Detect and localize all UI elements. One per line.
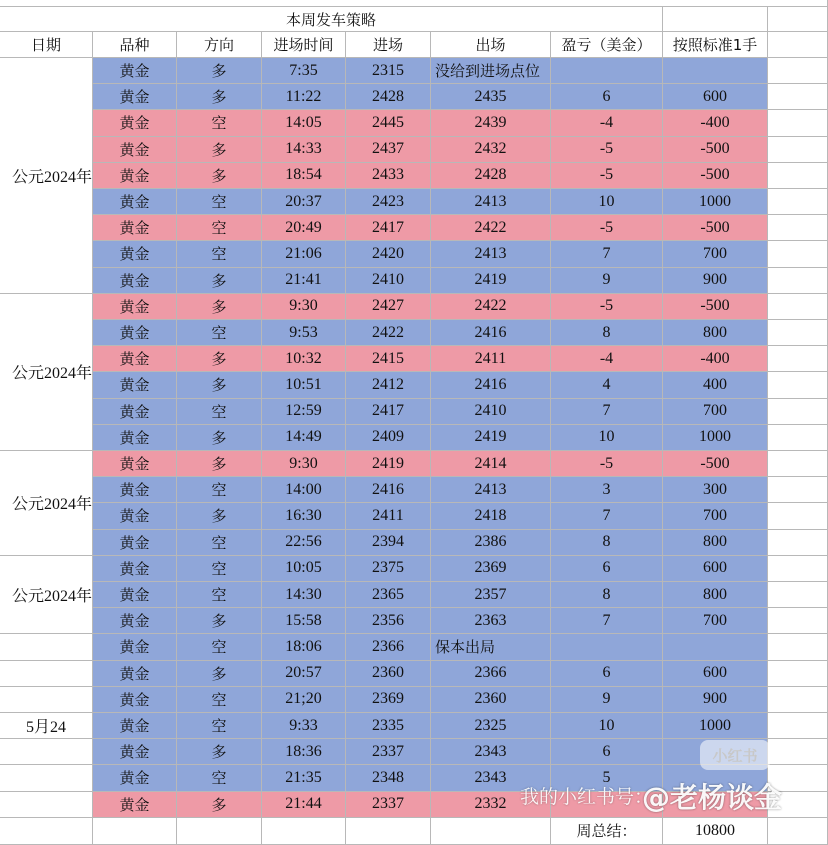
table-cell-entry[interactable]: 2415 <box>346 346 431 372</box>
table-cell-std[interactable]: 1000 <box>663 425 768 451</box>
table-cell-time[interactable]: 9:30 <box>262 451 346 477</box>
table-cell-std[interactable] <box>663 58 768 84</box>
blank-cell[interactable] <box>177 818 262 845</box>
table-cell-std[interactable]: -400 <box>663 110 768 136</box>
table-cell-exit[interactable]: 2419 <box>431 425 551 451</box>
table-cell-kind[interactable]: 黄金 <box>93 477 177 503</box>
table-cell-kind[interactable]: 黄金 <box>93 765 177 791</box>
table-cell-entry[interactable]: 2417 <box>346 215 431 241</box>
table-cell-exit[interactable]: 2413 <box>431 189 551 215</box>
table-cell-dir[interactable]: 多 <box>177 451 262 477</box>
table-cell-entry[interactable]: 2394 <box>346 530 431 556</box>
table-cell-time[interactable]: 18:36 <box>262 739 346 765</box>
table-cell-time[interactable]: 9:33 <box>262 713 346 739</box>
table-cell-exit[interactable]: 2439 <box>431 110 551 136</box>
table-cell-exit[interactable]: 没给到进场点位 <box>431 58 551 84</box>
table-cell-exit[interactable]: 2416 <box>431 372 551 398</box>
column-header[interactable]: 进场 <box>346 32 431 58</box>
table-cell-exit[interactable]: 2413 <box>431 241 551 267</box>
table-cell-std[interactable]: 1000 <box>663 189 768 215</box>
table-cell-dir[interactable]: 空 <box>177 189 262 215</box>
table-cell-entry[interactable]: 2420 <box>346 241 431 267</box>
table-cell-entry[interactable]: 2412 <box>346 372 431 398</box>
table-cell-kind[interactable]: 黄金 <box>93 687 177 713</box>
table-cell-dir[interactable]: 空 <box>177 634 262 660</box>
table-cell-dir[interactable]: 空 <box>177 765 262 791</box>
blank-cell[interactable] <box>768 320 828 346</box>
table-cell-time[interactable]: 22:56 <box>262 530 346 556</box>
table-cell-exit[interactable]: 2325 <box>431 713 551 739</box>
table-cell-exit[interactable]: 2413 <box>431 477 551 503</box>
table-cell-kind[interactable]: 黄金 <box>93 163 177 189</box>
table-cell-std[interactable]: 300 <box>663 477 768 503</box>
table-cell-time[interactable]: 14:05 <box>262 110 346 136</box>
table-cell-time[interactable]: 18:06 <box>262 634 346 660</box>
table-cell-pl[interactable] <box>551 634 663 660</box>
table-cell-pl[interactable]: 9 <box>551 268 663 294</box>
table-cell-dir[interactable]: 空 <box>177 582 262 608</box>
table-cell-dir[interactable]: 空 <box>177 713 262 739</box>
table-cell-entry[interactable]: 2360 <box>346 661 431 687</box>
table-cell-kind[interactable]: 黄金 <box>93 661 177 687</box>
table-cell-time[interactable]: 21;20 <box>262 687 346 713</box>
table-cell-exit[interactable]: 2432 <box>431 137 551 163</box>
blank-cell[interactable] <box>768 634 828 660</box>
table-cell-entry[interactable]: 2428 <box>346 84 431 110</box>
table-cell-kind[interactable]: 黄金 <box>93 556 177 582</box>
blank-cell[interactable] <box>768 399 828 425</box>
table-cell-dir[interactable]: 多 <box>177 163 262 189</box>
watermark-brand: @老杨谈金 <box>642 781 783 814</box>
table-cell-dir[interactable]: 空 <box>177 399 262 425</box>
table-cell-entry[interactable]: 2369 <box>346 687 431 713</box>
blank-cell[interactable] <box>768 241 828 267</box>
table-cell-exit[interactable]: 2422 <box>431 294 551 320</box>
table-cell-exit[interactable]: 2414 <box>431 451 551 477</box>
column-header[interactable]: 按照标准1手 <box>663 32 768 58</box>
blank-cell[interactable] <box>768 215 828 241</box>
table-cell-entry[interactable]: 2356 <box>346 608 431 634</box>
table-cell-dir[interactable]: 空 <box>177 687 262 713</box>
table-cell-dir[interactable]: 空 <box>177 320 262 346</box>
blank-cell[interactable] <box>768 137 828 163</box>
table-cell-pl[interactable]: 10 <box>551 713 663 739</box>
date-cell[interactable] <box>0 634 93 660</box>
table-cell-entry[interactable]: 2409 <box>346 425 431 451</box>
table-cell-time[interactable]: 20:57 <box>262 661 346 687</box>
table-cell-entry[interactable]: 2411 <box>346 503 431 529</box>
column-header[interactable]: 方向 <box>177 32 262 58</box>
blank-cell[interactable] <box>768 110 828 136</box>
table-cell-kind[interactable]: 黄金 <box>93 399 177 425</box>
table-cell-pl[interactable]: 6 <box>551 739 663 765</box>
table-cell-exit[interactable]: 2422 <box>431 215 551 241</box>
blank-cell[interactable] <box>346 818 431 845</box>
table-cell-entry[interactable]: 2445 <box>346 110 431 136</box>
table-cell-dir[interactable]: 多 <box>177 372 262 398</box>
blank-cell[interactable] <box>768 32 828 58</box>
blank-cell[interactable] <box>768 687 828 713</box>
table-cell-dir[interactable]: 多 <box>177 503 262 529</box>
table-cell-pl[interactable]: 7 <box>551 503 663 529</box>
table-cell-kind[interactable]: 黄金 <box>93 84 177 110</box>
blank-cell[interactable] <box>768 294 828 320</box>
blank-cell[interactable] <box>768 608 828 634</box>
table-cell-exit[interactable]: 2418 <box>431 503 551 529</box>
blank-cell[interactable] <box>768 84 828 110</box>
table-cell-exit[interactable]: 2366 <box>431 661 551 687</box>
table-cell-pl[interactable]: 5 <box>551 765 663 791</box>
table-cell-kind[interactable]: 黄金 <box>93 713 177 739</box>
date-cell[interactable] <box>0 739 93 765</box>
table-cell-std[interactable]: -500 <box>663 294 768 320</box>
table-cell-std[interactable]: 700 <box>663 399 768 425</box>
table-cell-exit[interactable]: 2419 <box>431 268 551 294</box>
table-cell-kind[interactable]: 黄金 <box>93 582 177 608</box>
table-cell-time[interactable]: 7:35 <box>262 58 346 84</box>
table-cell-kind[interactable]: 黄金 <box>93 137 177 163</box>
blank-cell[interactable] <box>0 818 93 845</box>
table-cell-pl[interactable] <box>551 58 663 84</box>
table-cell-kind[interactable]: 黄金 <box>93 372 177 398</box>
date-cell[interactable]: 公元2024年 <box>0 294 93 451</box>
table-cell-time[interactable]: 15:58 <box>262 608 346 634</box>
table-cell-pl[interactable]: 6 <box>551 556 663 582</box>
table-cell-dir[interactable]: 多 <box>177 346 262 372</box>
table-cell-pl[interactable]: 10 <box>551 189 663 215</box>
table-cell-std[interactable]: 900 <box>663 687 768 713</box>
table-cell-dir[interactable]: 空 <box>177 477 262 503</box>
table-cell-kind[interactable]: 黄金 <box>93 530 177 556</box>
table-cell-entry[interactable]: 2422 <box>346 320 431 346</box>
table-cell-entry[interactable]: 2315 <box>346 58 431 84</box>
table-cell-entry[interactable]: 2417 <box>346 399 431 425</box>
table-cell-pl[interactable]: 8 <box>551 530 663 556</box>
table-cell-kind[interactable]: 黄金 <box>93 739 177 765</box>
table-cell-dir[interactable]: 空 <box>177 215 262 241</box>
table-cell-kind[interactable]: 黄金 <box>93 608 177 634</box>
table-cell-kind[interactable]: 黄金 <box>93 503 177 529</box>
table-cell-kind[interactable]: 黄金 <box>93 58 177 84</box>
table-cell-std[interactable]: 600 <box>663 84 768 110</box>
blank-cell[interactable] <box>768 268 828 294</box>
blank-cell[interactable] <box>768 189 828 215</box>
table-cell-std[interactable]: 700 <box>663 241 768 267</box>
table-cell-std[interactable]: -400 <box>663 346 768 372</box>
table-cell-pl[interactable]: 8 <box>551 320 663 346</box>
table-cell-entry[interactable]: 2410 <box>346 268 431 294</box>
table-cell-time[interactable]: 11:22 <box>262 84 346 110</box>
sheet-top-row[interactable] <box>0 0 828 7</box>
table-cell-time[interactable]: 20:37 <box>262 189 346 215</box>
table-cell-kind[interactable]: 黄金 <box>93 241 177 267</box>
blank-cell[interactable] <box>768 425 828 451</box>
table-cell-pl[interactable]: -4 <box>551 110 663 136</box>
table-cell-pl[interactable]: 7 <box>551 608 663 634</box>
date-cell[interactable]: 公元2024年 <box>0 58 93 294</box>
table-cell-std[interactable]: -500 <box>663 451 768 477</box>
table-cell-time[interactable]: 14:30 <box>262 582 346 608</box>
table-cell-pl[interactable]: 9 <box>551 687 663 713</box>
blank-cell[interactable] <box>768 477 828 503</box>
table-cell-entry[interactable]: 2416 <box>346 477 431 503</box>
date-cell[interactable] <box>0 792 93 818</box>
table-cell-dir[interactable]: 多 <box>177 84 262 110</box>
table-cell-entry[interactable]: 2427 <box>346 294 431 320</box>
table-cell-pl[interactable]: 6 <box>551 661 663 687</box>
table-cell-pl[interactable]: -5 <box>551 294 663 320</box>
table-cell-kind[interactable]: 黄金 <box>93 346 177 372</box>
table-cell-entry[interactable]: 2366 <box>346 634 431 660</box>
table-cell-pl[interactable]: 4 <box>551 372 663 398</box>
xiaohongshu-logo: 小红书 <box>700 740 770 770</box>
table-cell-time[interactable]: 9:53 <box>262 320 346 346</box>
table-cell-exit[interactable]: 2343 <box>431 765 551 791</box>
table-cell-std[interactable]: 800 <box>663 530 768 556</box>
table-cell-kind[interactable]: 黄金 <box>93 268 177 294</box>
table-cell-pl[interactable]: 7 <box>551 399 663 425</box>
table-cell-exit[interactable]: 2360 <box>431 687 551 713</box>
table-cell-entry[interactable]: 2423 <box>346 189 431 215</box>
column-header[interactable]: 盈亏（美金） <box>551 32 663 58</box>
table-cell-entry[interactable]: 2437 <box>346 137 431 163</box>
watermark-text: 我的小红书号： <box>520 786 654 808</box>
table-cell-time[interactable]: 10:32 <box>262 346 346 372</box>
table-cell-kind[interactable]: 黄金 <box>93 189 177 215</box>
table-cell-time[interactable]: 9:30 <box>262 294 346 320</box>
blank-cell[interactable] <box>93 818 177 845</box>
blank-cell[interactable] <box>768 346 828 372</box>
table-cell-exit[interactable]: 2428 <box>431 163 551 189</box>
blank-cell[interactable] <box>768 163 828 189</box>
table-cell-std[interactable] <box>663 634 768 660</box>
table-cell-exit[interactable]: 2386 <box>431 530 551 556</box>
table-cell-kind[interactable]: 黄金 <box>93 320 177 346</box>
table-cell-kind[interactable]: 黄金 <box>93 425 177 451</box>
table-cell-pl[interactable]: 10 <box>551 425 663 451</box>
blank-cell[interactable] <box>768 503 828 529</box>
table-cell-dir[interactable]: 多 <box>177 425 262 451</box>
blank-cell[interactable] <box>768 739 828 765</box>
blank-cell[interactable] <box>768 661 828 687</box>
table-cell-time[interactable]: 18:54 <box>262 163 346 189</box>
table-cell-std[interactable]: -500 <box>663 137 768 163</box>
table-cell-pl[interactable]: 8 <box>551 582 663 608</box>
table-cell-dir[interactable]: 空 <box>177 556 262 582</box>
column-header[interactable]: 日期 <box>0 32 93 58</box>
blank-cell[interactable] <box>768 713 828 739</box>
table-cell-exit[interactable]: 2410 <box>431 399 551 425</box>
table-cell-dir[interactable]: 多 <box>177 608 262 634</box>
date-cell[interactable] <box>0 765 93 791</box>
column-header[interactable]: 出场 <box>431 32 551 58</box>
table-cell-dir[interactable]: 多 <box>177 294 262 320</box>
date-cell[interactable] <box>0 687 93 713</box>
table-cell-std[interactable]: -500 <box>663 163 768 189</box>
table-cell-time[interactable]: 16:30 <box>262 503 346 529</box>
table-cell-entry[interactable]: 2337 <box>346 792 431 818</box>
column-header[interactable]: 品种 <box>93 32 177 58</box>
table-cell-time[interactable]: 10:51 <box>262 372 346 398</box>
table-cell-kind[interactable]: 黄金 <box>93 110 177 136</box>
table-cell-pl[interactable]: -5 <box>551 137 663 163</box>
table-cell-time[interactable]: 21:41 <box>262 268 346 294</box>
table-cell-kind[interactable]: 黄金 <box>93 792 177 818</box>
date-cell[interactable] <box>0 661 93 687</box>
table-cell-exit[interactable]: 2416 <box>431 320 551 346</box>
blank-cell[interactable] <box>768 582 828 608</box>
table-cell-time[interactable]: 21:35 <box>262 765 346 791</box>
table-cell-time[interactable]: 14:00 <box>262 477 346 503</box>
table-cell-dir[interactable]: 多 <box>177 137 262 163</box>
date-cell[interactable]: 5月24 <box>0 713 93 739</box>
table-cell-time[interactable]: 14:49 <box>262 425 346 451</box>
table-cell-pl[interactable]: -5 <box>551 215 663 241</box>
date-cell[interactable]: 公元2024年 <box>0 451 93 556</box>
table-cell-pl[interactable]: 7 <box>551 241 663 267</box>
blank-cell[interactable] <box>663 7 768 32</box>
table-cell-time[interactable]: 12:59 <box>262 399 346 425</box>
table-cell-time[interactable]: 10:05 <box>262 556 346 582</box>
table-cell-pl[interactable]: -5 <box>551 163 663 189</box>
table-cell-entry[interactable]: 2365 <box>346 582 431 608</box>
table-cell-entry[interactable]: 2433 <box>346 163 431 189</box>
table-cell-kind[interactable]: 黄金 <box>93 215 177 241</box>
blank-cell[interactable] <box>768 451 828 477</box>
table-cell-std[interactable]: 700 <box>663 503 768 529</box>
sheet-title[interactable]: 本周发车策略 <box>0 7 663 32</box>
table-cell-exit[interactable]: 2435 <box>431 84 551 110</box>
table-cell-exit[interactable]: 2363 <box>431 608 551 634</box>
blank-cell[interactable] <box>262 818 346 845</box>
date-cell[interactable]: 公元2024年 <box>0 556 93 635</box>
table-cell-entry[interactable]: 2335 <box>346 713 431 739</box>
table-cell-time[interactable]: 14:33 <box>262 137 346 163</box>
blank-cell[interactable] <box>768 818 828 845</box>
table-cell-pl[interactable]: 3 <box>551 477 663 503</box>
table-cell-time[interactable]: 21:06 <box>262 241 346 267</box>
summary-value[interactable]: 10800 <box>663 818 768 845</box>
blank-cell[interactable] <box>768 7 828 32</box>
table-cell-dir[interactable]: 空 <box>177 110 262 136</box>
table-cell-entry[interactable]: 2348 <box>346 765 431 791</box>
table-cell-std[interactable]: 700 <box>663 608 768 634</box>
table-cell-exit[interactable]: 保本出局 <box>431 634 551 660</box>
table-cell-std[interactable]: 900 <box>663 268 768 294</box>
table-cell-time[interactable]: 21:44 <box>262 792 346 818</box>
table-cell-std[interactable]: 1000 <box>663 713 768 739</box>
table-cell-std[interactable]: 400 <box>663 372 768 398</box>
table-cell-pl[interactable]: -5 <box>551 451 663 477</box>
table-cell-entry[interactable]: 2337 <box>346 739 431 765</box>
table-cell-exit[interactable]: 2332 <box>431 792 551 818</box>
table-cell-kind[interactable]: 黄金 <box>93 451 177 477</box>
table-cell-std[interactable]: 600 <box>663 661 768 687</box>
summary-label[interactable]: 周总结： <box>551 818 663 845</box>
blank-cell[interactable] <box>768 372 828 398</box>
table-cell-std[interactable]: 600 <box>663 556 768 582</box>
table-cell-exit[interactable]: 2343 <box>431 739 551 765</box>
table-cell-entry[interactable]: 2419 <box>346 451 431 477</box>
table-cell-dir[interactable]: 多 <box>177 739 262 765</box>
column-header[interactable]: 进场时间 <box>262 32 346 58</box>
table-cell-pl[interactable]: -4 <box>551 346 663 372</box>
table-cell-dir[interactable]: 空 <box>177 530 262 556</box>
blank-cell[interactable] <box>431 818 551 845</box>
table-cell-kind[interactable]: 黄金 <box>93 634 177 660</box>
blank-cell[interactable] <box>768 556 828 582</box>
table-cell-std[interactable]: -500 <box>663 215 768 241</box>
table-cell-kind[interactable]: 黄金 <box>93 294 177 320</box>
table-cell-std[interactable]: 800 <box>663 320 768 346</box>
table-cell-dir[interactable]: 多 <box>177 268 262 294</box>
table-cell-dir[interactable]: 多 <box>177 58 262 84</box>
table-cell-time[interactable]: 20:49 <box>262 215 346 241</box>
blank-cell[interactable] <box>768 530 828 556</box>
table-cell-entry[interactable]: 2375 <box>346 556 431 582</box>
table-cell-dir[interactable]: 多 <box>177 661 262 687</box>
table-cell-exit[interactable]: 2411 <box>431 346 551 372</box>
table-cell-dir[interactable]: 空 <box>177 241 262 267</box>
blank-cell[interactable] <box>768 58 828 84</box>
table-cell-dir[interactable]: 多 <box>177 792 262 818</box>
table-cell-exit[interactable]: 2369 <box>431 556 551 582</box>
table-cell-pl[interactable]: 6 <box>551 84 663 110</box>
table-cell-std[interactable]: 800 <box>663 582 768 608</box>
table-cell-exit[interactable]: 2357 <box>431 582 551 608</box>
